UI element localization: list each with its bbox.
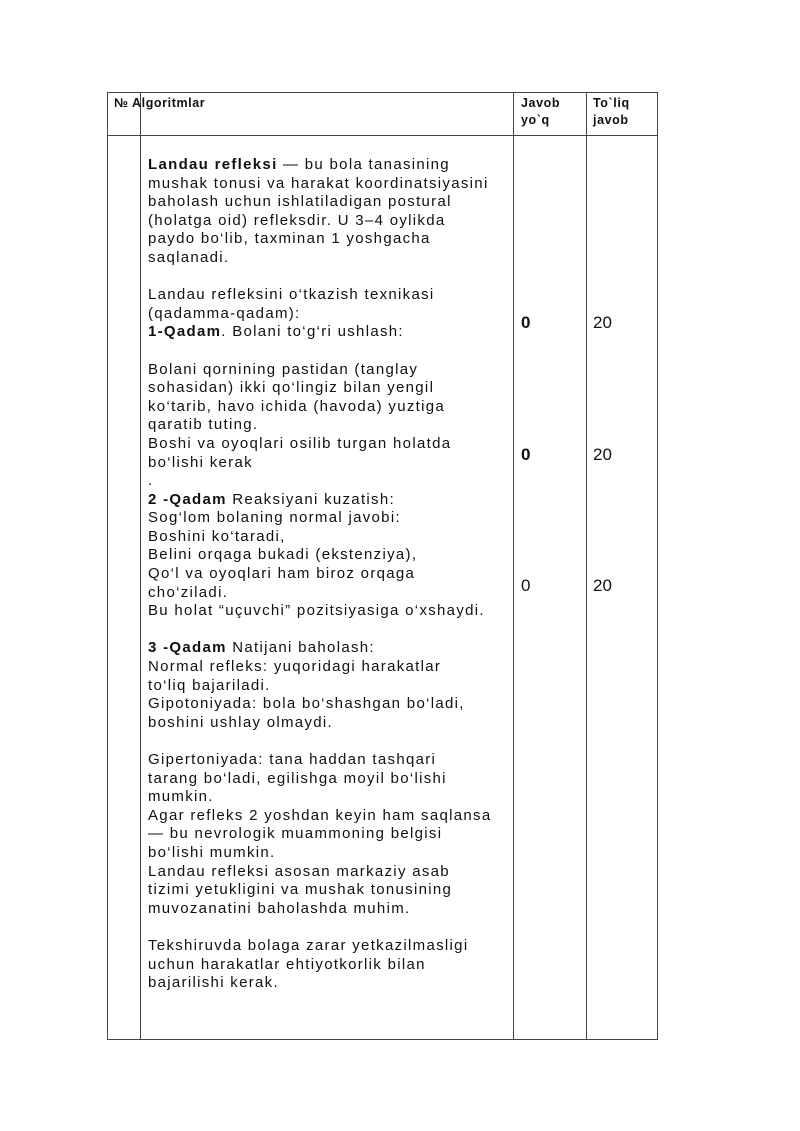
- score-full-answer-3: 20: [593, 576, 612, 595]
- line-text: Sog‘lom bolaning normal javobi:: [148, 509, 401, 527]
- text-line: [148, 658, 578, 677]
- text-line: [148, 361, 578, 380]
- text-line: [148, 621, 578, 640]
- text-line: [148, 807, 578, 826]
- line-text: baholash uchun ishlatiladigan postural: [148, 193, 452, 211]
- line-text: . Bolani to‘g‘ri ushlash:: [221, 323, 404, 341]
- line-text: — bu bola tanasining: [277, 156, 450, 173]
- text-line: [148, 602, 578, 621]
- line-text: Qo‘l va oyoqlari ham biroz orqaga: [148, 565, 416, 583]
- text-line: [148, 584, 578, 603]
- line-text: ko‘tarib, havo ichida (havoda) yuztiga: [148, 397, 446, 415]
- line-text: Agar refleks 2 yoshdan keyin ham saqlansa: [148, 806, 492, 824]
- text-line: [148, 528, 578, 547]
- text-line: [148, 956, 578, 975]
- text-line: [148, 825, 578, 844]
- text-line: [148, 788, 578, 807]
- score-no-answer-1: 0: [521, 313, 531, 332]
- line-text: bajarilishi kerak.: [148, 974, 279, 992]
- line-text: Gipotoniyada: bola bo‘shashgan bo‘ladi,: [148, 695, 465, 713]
- line-text: uchun harakatlar ehtiyotkorlik bilan: [148, 955, 426, 973]
- text-line: [148, 156, 578, 175]
- text-line: [148, 863, 578, 882]
- text-line: [148, 193, 578, 212]
- text-line: [148, 435, 578, 454]
- text-line: [148, 268, 578, 287]
- header-full-answer: To`liq javob: [593, 96, 630, 127]
- line-text: Landau refleksini o‘tkazish texnikasi: [148, 286, 435, 304]
- line-text: Bu holat “uçuvchi” pozitsiyasiga o‘xshaydi.: [148, 602, 485, 620]
- bold-term: 1-Qadam: [148, 323, 222, 341]
- header-divider: [108, 135, 657, 136]
- line-text: Bolani qornining pastidan (tanglay: [148, 360, 419, 378]
- text-line: [148, 900, 578, 919]
- text-line: [148, 732, 578, 751]
- text-line: [148, 714, 578, 733]
- text-line: [148, 677, 578, 696]
- score-no-answer-2: 0: [521, 445, 531, 464]
- line-text: .: [148, 472, 154, 490]
- text-line: [148, 212, 578, 231]
- text-line: [148, 770, 578, 789]
- line-text: paydo bo‘lib, taxminan 1 yoshgacha: [148, 230, 431, 248]
- header-number: №: [114, 96, 129, 110]
- text-line: [148, 565, 578, 584]
- algorithm-table: [107, 92, 658, 1040]
- line-text: tizimi yetukligini va mushak tonusining: [148, 881, 453, 899]
- header-algorithms: Algoritmlar: [132, 96, 206, 110]
- line-text: Tekshiruvda bolaga zarar yetkazilmasligi: [148, 936, 469, 954]
- text-line: [148, 509, 578, 528]
- text-line: [148, 491, 578, 510]
- line-text: saqlanadi.: [148, 248, 230, 266]
- text-line: [148, 175, 578, 194]
- text-line: [148, 751, 578, 770]
- line-text: boshini ushlay olmaydi.: [148, 713, 333, 731]
- line-text: muvozanatini baholashda muhim.: [148, 899, 411, 917]
- line-text: qaratib tuting.: [148, 416, 259, 434]
- score-no-answer-3: 0: [521, 576, 531, 595]
- text-line: [148, 918, 578, 937]
- line-text: sohasidan) ikki qo‘lingiz bilan yengil: [148, 379, 435, 397]
- text-line: [148, 454, 578, 473]
- line-text: bo‘lishi mumkin.: [148, 843, 276, 861]
- line-text: tarang bo‘ladi, egilishga moyil bo‘lishi: [148, 769, 447, 787]
- text-line: [148, 342, 578, 361]
- line-text: bo‘lishi kerak: [148, 453, 253, 471]
- line-text: (holatga oid) refleksdir. U 3–4 oylikda: [148, 211, 446, 229]
- line-text: to‘liq bajariladi.: [148, 676, 271, 694]
- line-text: Boshi va oyoqlari osilib turgan holatda: [148, 434, 452, 452]
- text-line: [148, 286, 578, 305]
- line-text: mumkin.: [148, 788, 214, 806]
- bold-term: 2 -Qadam: [148, 490, 227, 508]
- text-line: [148, 230, 578, 249]
- bold-term: 3 -Qadam: [148, 639, 227, 657]
- line-text: Normal refleks: yuqoridagi harakatlar: [148, 658, 442, 676]
- text-line: [148, 881, 578, 900]
- line-text: Natijani baholash:: [226, 639, 375, 657]
- text-line: [148, 974, 578, 993]
- score-full-answer-1: 20: [593, 313, 612, 332]
- text-line: [148, 472, 578, 491]
- text-line: [148, 639, 578, 658]
- line-text: Gipertoniyada: tana haddan tashqari: [148, 751, 437, 768]
- text-line: [148, 844, 578, 863]
- column-divider: [586, 93, 587, 1039]
- header-no-answer: Javob yo`q: [521, 96, 561, 127]
- bold-term: Landau refleksi: [148, 156, 278, 173]
- text-line: [148, 937, 578, 956]
- text-line: [148, 695, 578, 714]
- line-text: Landau refleksi asosan markaziy asab: [148, 862, 450, 880]
- line-text: Reaksiyani kuzatish:: [226, 490, 395, 508]
- text-line: [148, 398, 578, 417]
- line-text: mushak tonusi va harakat koordinatsiyasini: [148, 174, 489, 192]
- text-line: [148, 379, 578, 398]
- line-text: (qadamma-qadam):: [148, 304, 301, 322]
- column-divider: [140, 93, 141, 1039]
- line-text: — bu nevrologik muammoning belgisi: [148, 825, 443, 843]
- text-line: [148, 249, 578, 268]
- text-line: [148, 416, 578, 435]
- line-text: Boshini ko‘taradi,: [148, 527, 286, 545]
- algorithm-text: [148, 156, 578, 993]
- text-line: [148, 305, 578, 324]
- score-full-answer-2: 20: [593, 445, 612, 464]
- text-line: [148, 323, 578, 342]
- line-text: cho‘ziladi.: [148, 583, 229, 601]
- text-line: [148, 546, 578, 565]
- line-text: Belini orqaga bukadi (ekstenziya),: [148, 546, 418, 564]
